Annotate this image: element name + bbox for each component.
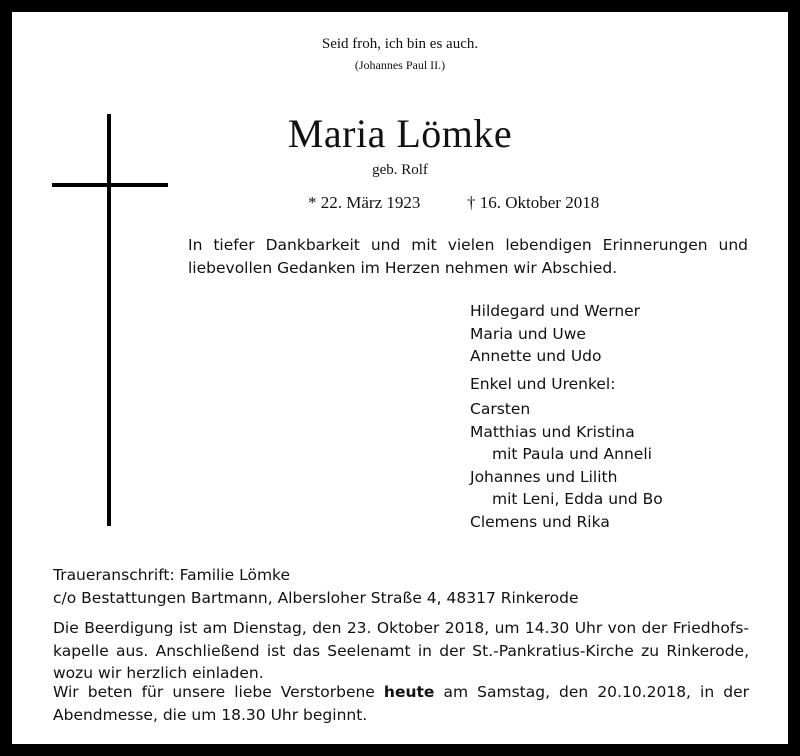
family-list [470,300,640,368]
grandchild-item: Johannes und Lilith [470,467,618,486]
funeral-info [53,617,749,685]
grandchild-item: Clemens und Rika [470,512,610,531]
intro-text [188,234,748,280]
grandchild-item: Matthias und Kristina [470,422,635,441]
birth-name: geb. Rolf [372,162,428,178]
grandchildren-list [470,398,663,533]
prayer-emphasis: heute [383,683,435,701]
quote-author: (Johannes Paul II.) [354,58,446,72]
death-date: † 16. Oktober 2018 [467,193,600,212]
intro-paragraph: In tiefer Dankbarkeit und mit vielen lebendigen Erinnerungen und liebevollen Gedanken im Herzen nehmen wir Abschied. [188,236,748,277]
address-line: c/o Bestattungen Bartmann, Albersloher Straße 4, 48317 Rinkerode [53,588,579,607]
prayer-text-after: am Samstag, den 20.10.2018, in der Abendmesse, die um 18.30 Uhr beginnt. [53,683,749,724]
quote-text: Seid froh, ich bin es auch. [321,36,479,52]
cross-icon-bar [52,183,168,187]
grandchildren-label: Enkel und Urenkel: [470,375,616,393]
funeral-text: Die Beerdigung ist am Dienstag, den 23. Oktober 2018, um 14.30 Uhr von der Friedhofskapelle aus. Anschließend ist das Seelenamt in der St.-Pankratius-Kirche zu Rinkerode, wozu wir herzlich einladen. [53,619,749,682]
mourning-address [53,564,749,609]
prayer-info [53,681,749,726]
deceased-name: Maria Lömke [287,111,513,156]
family-item: Annette und Udo [470,347,602,365]
grandchild-item: Carsten [470,400,531,418]
great-grandchild-item: mit Leni, Edda und Bo [492,490,663,508]
address-line: Traueranschrift: Familie Lömke [53,566,291,584]
birth-date: * 22. März 1923 [308,193,421,212]
family-item: Hildegard und Werner [470,302,641,320]
family-item: Maria und Uwe [470,324,586,343]
prayer-text-before: Wir beten für unsere liebe Verstorbene [53,683,384,701]
great-grandchild-item: mit Paula und Anneli [492,445,652,463]
prayer-text [53,681,749,726]
